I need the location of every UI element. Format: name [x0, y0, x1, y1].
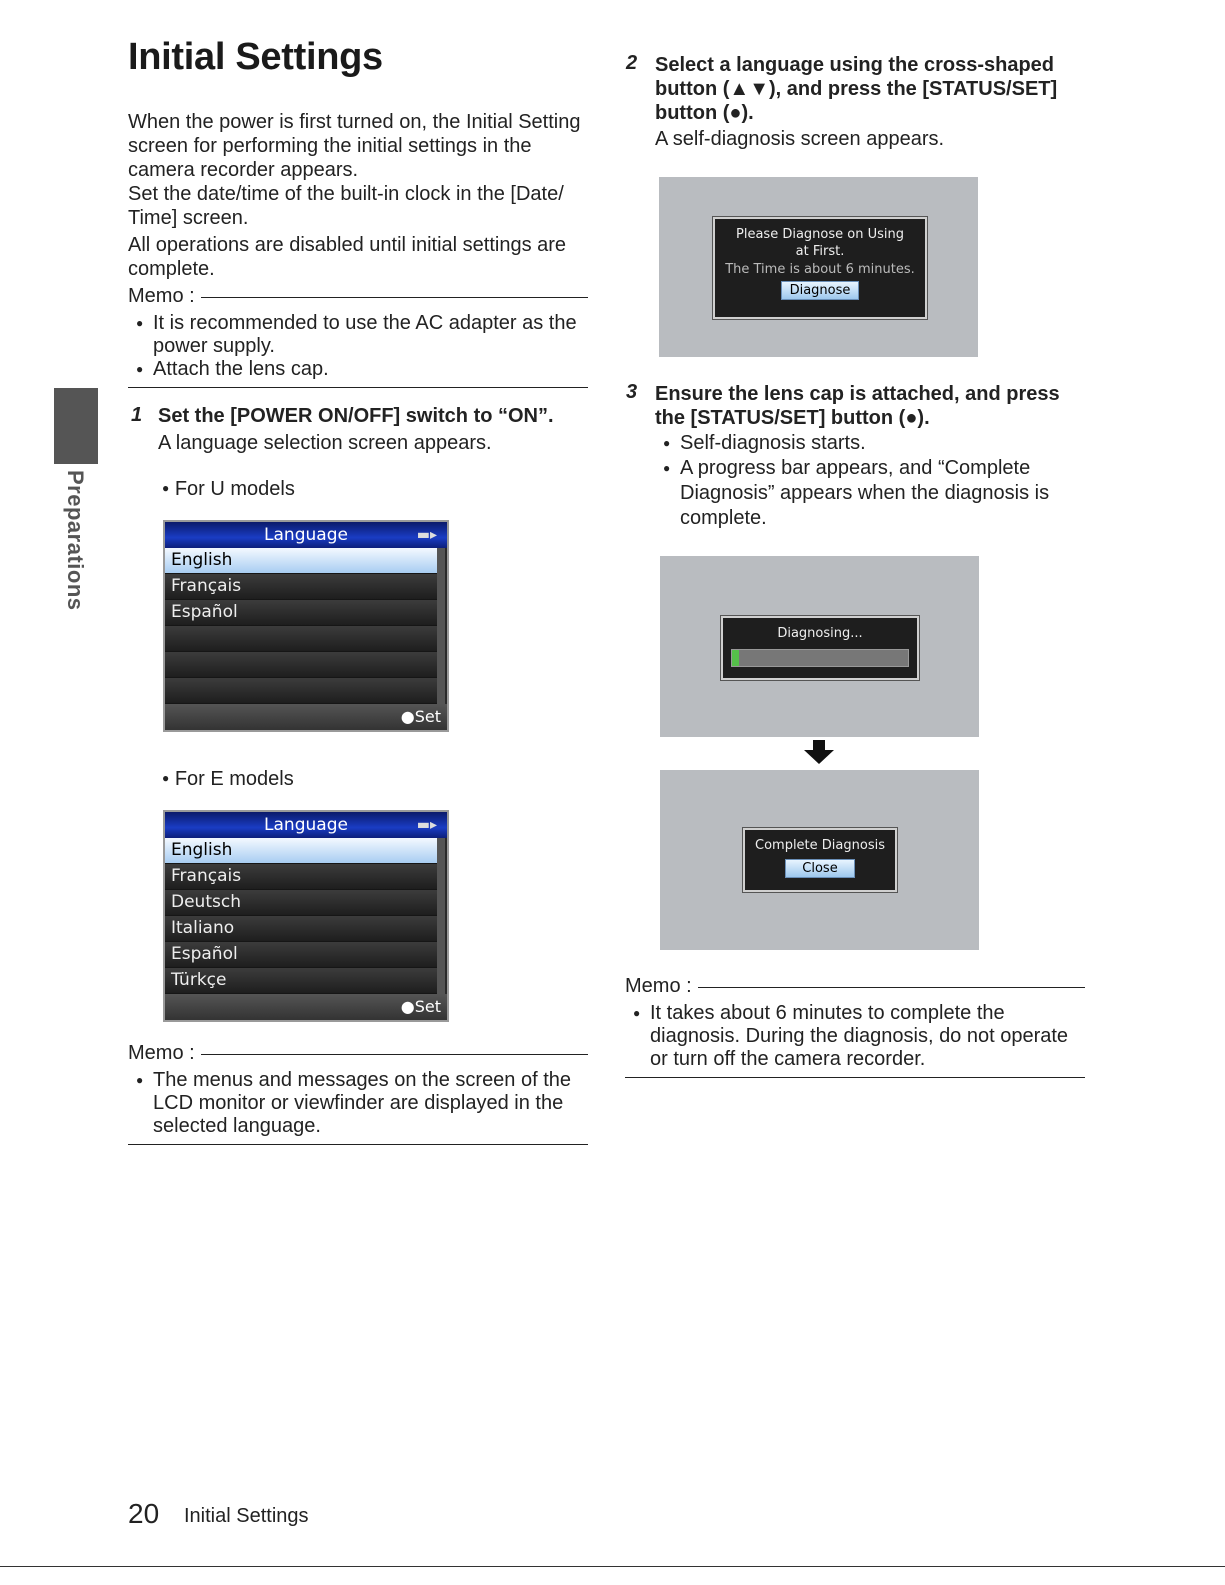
language-option-francais[interactable]: Français — [165, 864, 437, 890]
memo-box-2 — [128, 1042, 588, 1145]
language-title-bar: Language ▬▸ — [165, 812, 447, 838]
memo-list — [128, 312, 588, 381]
language-option-turkce[interactable]: Türkçe — [165, 968, 437, 994]
language-list — [165, 838, 445, 994]
language-option-espanol[interactable]: Español — [165, 600, 437, 626]
diagnose-button[interactable]: Diagnose — [781, 281, 860, 300]
language-option-english[interactable]: English — [165, 548, 437, 574]
step-3-heading: Ensure the lens cap is attached, and press the [STATUS/SET] button (●). — [655, 383, 1060, 429]
self-diagnosis-screen — [659, 177, 978, 357]
step-3-item: ● Self-diagnosis starts. — [655, 431, 1075, 456]
memo-item: ● The menus and messages on the screen of the LCD monitor or viewfinder are displayed in the selected language. — [128, 1069, 588, 1138]
e-models-label: ● For E models — [162, 768, 294, 790]
language-screen-e — [163, 810, 449, 1022]
power-plug-icon: ▬▸ — [416, 527, 437, 543]
section-tab-label: Preparations — [63, 470, 88, 611]
set-button-hint[interactable]: ●Set — [165, 994, 447, 1020]
language-option-english[interactable]: English — [165, 838, 437, 864]
diagnose-dialog: Please Diagnose on Using at First. The Time is about 6 minutes. Diagnose — [713, 217, 927, 319]
language-option-deutsch[interactable]: Deutsch — [165, 890, 437, 916]
language-option-italiano[interactable]: Italiano — [165, 916, 437, 942]
complete-diagnosis-screen — [660, 770, 979, 950]
language-title-bar: Language ▬▸ — [165, 522, 447, 548]
diagnosing-screen — [660, 556, 979, 737]
progress-bar — [731, 649, 909, 667]
language-option-francais[interactable]: Français — [165, 574, 437, 600]
set-button-hint[interactable]: ●Set — [165, 704, 447, 730]
language-screen-u — [163, 520, 449, 732]
memo-list — [625, 1002, 1085, 1071]
complete-dialog: Complete Diagnosis Close — [743, 828, 897, 892]
language-option-espanol[interactable]: Español — [165, 942, 437, 968]
step-1-heading: Set the [POWER ON/OFF] switch to “ON”. — [158, 405, 554, 427]
memo-box-3 — [625, 975, 1085, 1078]
memo-heading: Memo : — [128, 1042, 588, 1065]
page-title: Initial Settings — [128, 36, 383, 78]
footer-section-title: Initial Settings — [184, 1505, 309, 1527]
step-1-description: A language selection screen appears. — [158, 432, 492, 454]
language-option-empty — [165, 626, 437, 652]
step-2-description: A self-diagnosis screen appears. — [655, 128, 945, 150]
arrow-down-icon — [804, 740, 834, 764]
step-3-bullets — [655, 431, 1075, 531]
u-models-label: ● For U models — [162, 478, 295, 500]
memo-heading: Memo : — [128, 285, 588, 308]
memo-heading: Memo : — [625, 975, 1085, 998]
diagnosing-dialog: Diagnosing... — [721, 616, 919, 680]
step-2-number: 2 — [626, 52, 638, 74]
language-list — [165, 548, 445, 704]
step-3-number: 3 — [626, 381, 638, 403]
memo-item: ● Attach the lens cap. — [128, 358, 588, 381]
memo-item: ● It takes about 6 minutes to complete the diagnosis. During the diagnosis, do not operate or turn off the camera recorder. — [625, 1002, 1085, 1071]
memo-box-1 — [128, 285, 588, 388]
step-1-number: 1 — [131, 404, 143, 426]
page-number: 20 — [128, 1498, 160, 1529]
language-option-empty — [165, 652, 437, 678]
step-3-item: ● A progress bar appears, and “Complete Diagnosis” appears when the diagnosis is complete. — [655, 456, 1075, 531]
progress-bar-fill — [732, 650, 739, 666]
memo-item: ● It is recommended to use the AC adapter as the power supply. — [128, 312, 588, 358]
intro-paragraph: When the power is first turned on, the Initial Setting screen for performing the initial settings in the camera recorder appears. Set the date/time of the built-in clock in the [Date/ Time] screen. All operations are disabled until initial settings are complete. — [128, 111, 581, 280]
power-plug-icon: ▬▸ — [416, 817, 437, 833]
step-2-heading: Select a language using the cross-shaped button (▲▼), and press the [STATUS/SET] button (●). — [655, 54, 1058, 124]
language-option-empty — [165, 678, 437, 704]
close-button[interactable]: Close — [785, 859, 854, 878]
memo-list — [128, 1069, 588, 1138]
footer-rule — [0, 1566, 1225, 1567]
section-tab-marker — [54, 388, 98, 464]
